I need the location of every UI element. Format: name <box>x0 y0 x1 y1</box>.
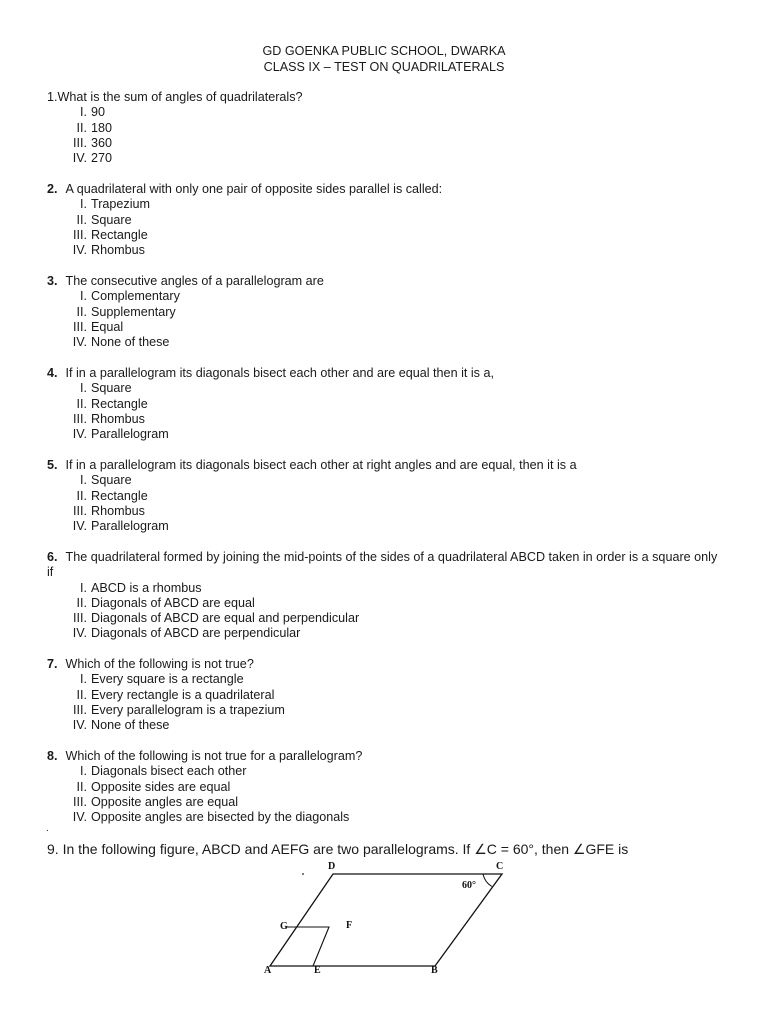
question-1 <box>47 90 727 166</box>
option-text: Parallelogram <box>91 427 169 442</box>
option-numeral: I. <box>80 105 87 120</box>
option-list <box>47 672 727 733</box>
option <box>47 688 727 703</box>
option-text: Supplementary <box>91 304 176 319</box>
option-numeral: III. <box>73 503 87 518</box>
option <box>47 213 727 228</box>
option <box>47 335 727 350</box>
question-number: 2. <box>47 182 58 196</box>
option <box>47 427 727 442</box>
option-text: Trapezium <box>91 197 151 212</box>
option-text: 180 <box>91 120 113 135</box>
question-text: Which of the following is not true? <box>65 657 254 671</box>
option-text: Rectangle <box>91 227 148 242</box>
question-text: The quadrilateral formed by joining the mid-points of the sides of a quadrilateral ABCD taken in order is a square only if <box>47 550 718 580</box>
option-text: 270 <box>91 151 113 166</box>
option-text: Rhombus <box>91 411 145 426</box>
stray-dot <box>302 873 304 875</box>
option <box>47 780 727 795</box>
option-numeral: III. <box>73 135 87 150</box>
option-text: Complementary <box>91 289 180 304</box>
option <box>47 243 727 258</box>
option <box>47 764 727 779</box>
option <box>47 489 727 504</box>
option-text: Every rectangle is a quadrilateral <box>91 687 275 702</box>
question-4 <box>47 366 727 442</box>
question-7 <box>47 657 727 733</box>
question-9: 9. In the following figure, ABCD and AEFG are two parallelograms. If ∠C = 60°, then ∠GFE is <box>47 841 629 857</box>
option <box>47 581 727 596</box>
option-numeral: IV. <box>72 427 87 442</box>
option-text: Diagonals of ABCD are equal and perpendicular <box>91 611 360 626</box>
option <box>47 305 727 320</box>
option-text: Diagonals of ABCD are equal <box>91 595 255 610</box>
school-name: GD GOENKA PUBLIC SCHOOL, DWARKA <box>262 44 506 58</box>
question-text: A quadrilateral with only one pair of opposite sides parallel is called: <box>65 182 443 196</box>
option <box>47 105 727 120</box>
option-text: Square <box>91 381 132 396</box>
question-6 <box>47 550 727 642</box>
option-list <box>47 381 727 442</box>
question-number: 6. <box>47 550 58 564</box>
option <box>47 672 727 687</box>
option <box>47 136 727 151</box>
option <box>47 795 727 810</box>
option-text: Square <box>91 473 132 488</box>
option-numeral: II. <box>76 595 87 610</box>
option-text: Rectangle <box>91 396 148 411</box>
question-number: 3. <box>47 274 58 288</box>
option-text: Equal <box>91 319 124 334</box>
option <box>47 320 727 335</box>
option-numeral: II. <box>76 779 87 794</box>
label-e: E <box>314 965 321 976</box>
option-text: Every square is a rectangle <box>91 672 244 687</box>
label-f: F <box>346 920 353 931</box>
option <box>47 626 727 641</box>
option <box>47 473 727 488</box>
option <box>47 397 727 412</box>
option <box>47 718 727 733</box>
option <box>47 228 727 243</box>
label-g: G <box>280 921 288 932</box>
option <box>47 197 727 212</box>
option-numeral: I. <box>80 672 87 687</box>
option-list <box>47 289 727 350</box>
question-2 <box>47 182 727 258</box>
option-text: Rhombus <box>91 243 145 258</box>
option-text: Rhombus <box>91 503 145 518</box>
option-numeral: III. <box>73 611 87 626</box>
option-numeral: IV. <box>72 335 87 350</box>
option-list <box>47 581 727 642</box>
option-numeral: I. <box>80 473 87 488</box>
question-text: What is the sum of angles of quadrilaterals? <box>57 90 303 104</box>
option <box>47 703 727 718</box>
option-numeral: III. <box>73 319 87 334</box>
option-text: Every parallelogram is a trapezium <box>91 702 285 717</box>
question-number: 1. <box>47 90 58 104</box>
option-text: Opposite angles are equal <box>91 794 239 809</box>
label-b: B <box>431 965 438 976</box>
option-text: 90 <box>91 105 106 120</box>
option <box>47 810 727 825</box>
angle-label-c: 60° <box>462 880 476 891</box>
option <box>47 519 727 534</box>
angle-arc-c <box>483 874 492 887</box>
option-text: Square <box>91 212 132 227</box>
stray-mark: . <box>46 823 49 834</box>
option-numeral: I. <box>80 580 87 595</box>
question-number: 4. <box>47 366 58 380</box>
option-numeral: III. <box>73 702 87 717</box>
option-numeral: IV. <box>72 718 87 733</box>
option-text: Opposite sides are equal <box>91 779 231 794</box>
parallelogram-figure <box>255 858 520 980</box>
option-numeral: III. <box>73 794 87 809</box>
option-numeral: III. <box>73 411 87 426</box>
option-numeral: II. <box>76 488 87 503</box>
option-text: None of these <box>91 718 170 733</box>
option <box>47 611 727 626</box>
option-numeral: I. <box>80 197 87 212</box>
option-text: ABCD is a rhombus <box>91 580 202 595</box>
option-text: None of these <box>91 335 170 350</box>
option-numeral: II. <box>76 304 87 319</box>
option-list <box>47 764 727 825</box>
option-numeral: I. <box>80 764 87 779</box>
label-c: C <box>496 861 504 872</box>
option-numeral: II. <box>76 687 87 702</box>
question-number: 8. <box>47 749 58 763</box>
option-text: Opposite angles are bisected by the diagonals <box>91 810 350 825</box>
question-text: If in a parallelogram its diagonals bisect each other at right angles and are equal, then it is a <box>65 458 577 472</box>
option-list <box>47 197 727 258</box>
option <box>47 381 727 396</box>
option-numeral: II. <box>76 120 87 135</box>
option <box>47 121 727 136</box>
question-3 <box>47 274 727 350</box>
option-list <box>47 105 727 166</box>
question-text: Which of the following is not true for a parallelogram? <box>65 749 363 763</box>
option-text: Diagonals of ABCD are perpendicular <box>91 626 301 641</box>
question-number: 7. <box>47 657 58 671</box>
option <box>47 289 727 304</box>
option-numeral: II. <box>76 212 87 227</box>
label-d: D <box>328 861 336 872</box>
option-numeral: IV. <box>72 626 87 641</box>
option-numeral: I. <box>80 381 87 396</box>
question-text: If in a parallelogram its diagonals bisect each other and are equal then it is a, <box>65 366 494 380</box>
question-5 <box>47 458 727 534</box>
option <box>47 151 727 166</box>
option-numeral: III. <box>73 227 87 242</box>
option-numeral: II. <box>76 396 87 411</box>
option-numeral: IV. <box>72 810 87 825</box>
option <box>47 596 727 611</box>
option-list <box>47 473 727 534</box>
option-text: 360 <box>91 135 113 150</box>
document-header <box>0 44 768 75</box>
option-numeral: IV. <box>72 519 87 534</box>
option <box>47 412 727 427</box>
question-8 <box>47 749 727 825</box>
option-text: Rectangle <box>91 488 148 503</box>
figure-svg <box>255 858 520 980</box>
option-numeral: IV. <box>72 151 87 166</box>
option-numeral: IV. <box>72 243 87 258</box>
option-text: Diagonals bisect each other <box>91 764 247 779</box>
option-text: Parallelogram <box>91 519 169 534</box>
test-title: CLASS IX – TEST ON QUADRILATERALS <box>263 59 505 74</box>
label-a: A <box>264 965 272 976</box>
question-text: The consecutive angles of a parallelogram are <box>65 274 324 288</box>
option <box>47 504 727 519</box>
question-number: 5. <box>47 458 58 472</box>
option-numeral: I. <box>80 289 87 304</box>
